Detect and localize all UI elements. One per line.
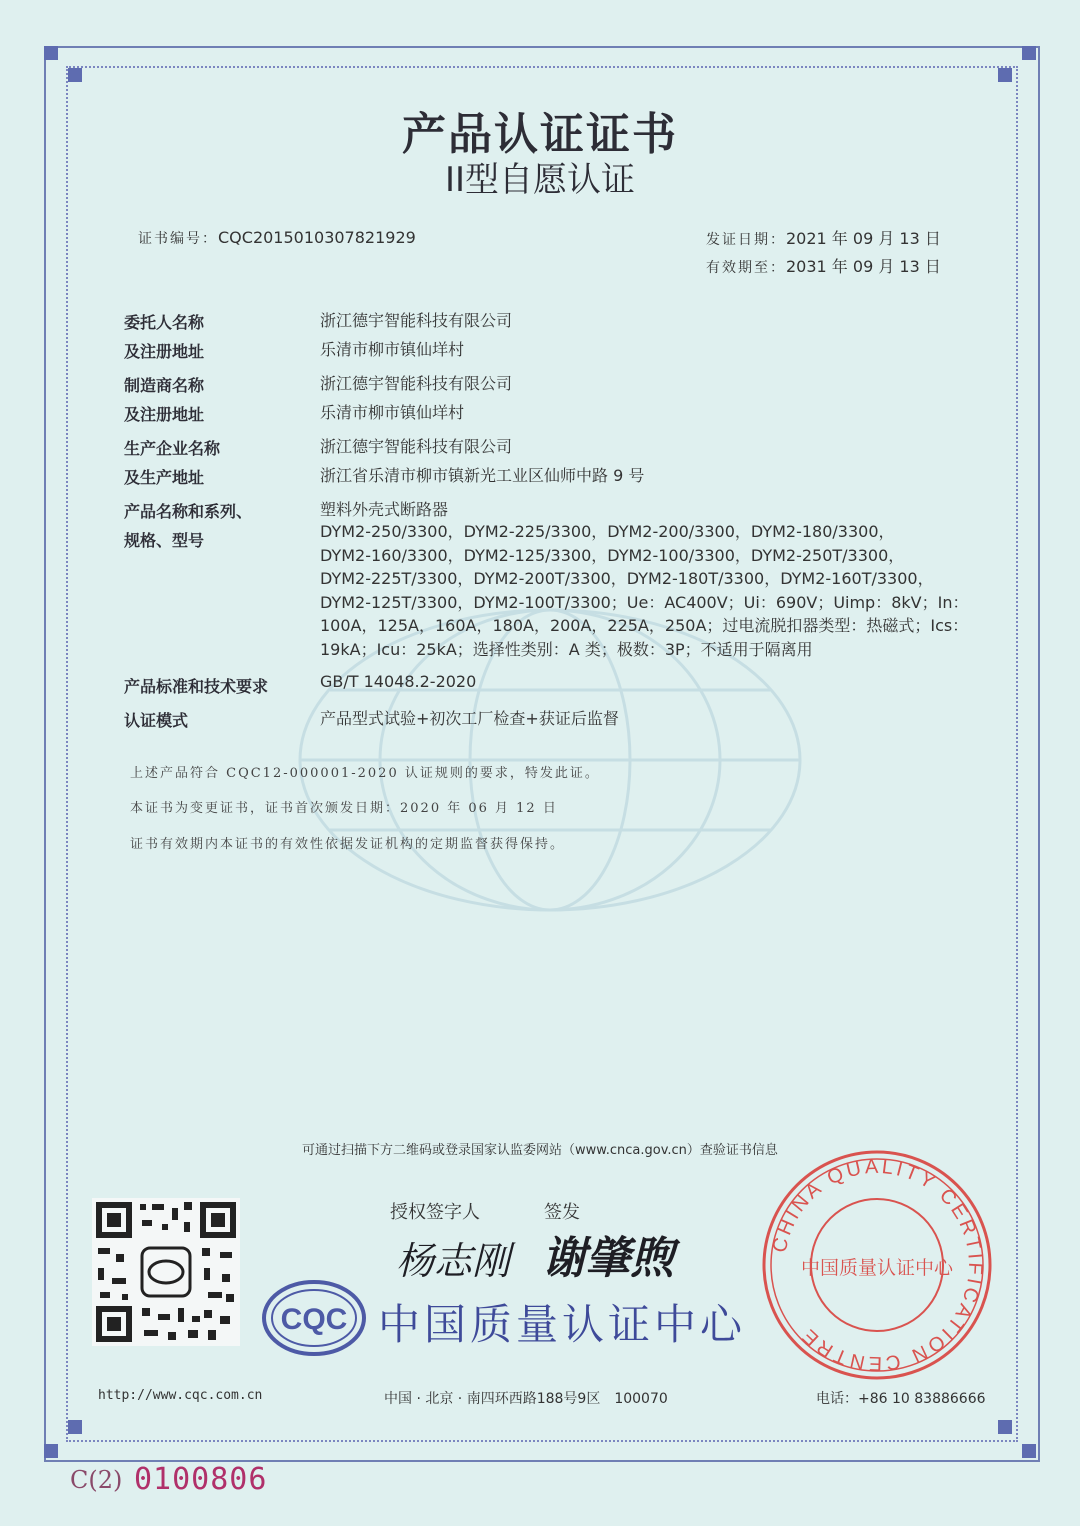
expiry-date-value: 2031 年 09 月 13 日 <box>786 257 941 276</box>
corner-square <box>44 46 58 60</box>
applicant-name-label: 委托人名称 <box>124 313 205 332</box>
issue-date-row <box>706 226 941 249</box>
manufacturer-address-label: 及注册地址 <box>124 405 205 424</box>
standard-label: 产品标准和技术要求 <box>124 677 269 696</box>
certification-mode-value: 产品型式试验+初次工厂检查+获证后监督 <box>320 709 619 728</box>
footer-website[interactable]: http://www.cqc.com.cn <box>98 1388 263 1403</box>
note-line: 本证书为变更证书，证书首次颁发日期：2020 年 06 月 12 日 <box>130 801 558 816</box>
verify-instructions: 可通过扫描下方二维码或登录国家认监委网站（www.cnca.gov.cn）查验证书信息 <box>302 1143 778 1158</box>
product-specifications: DYM2-250/3300，DYM2-225/3300，DYM2-200/3300，DYM2-180/3300， DYM2-160/3300，DYM2-125/3300，DYM2-100/3300，DYM2-250T/3300， DYM2-225T/3300，DYM2-200T/3300，DYM2-180T/3300，DYM2-160T/3300， DYM2-125T/3300，DYM2-100T/3300；Ue：AC400V；Ui：690V；Uimp：8kV；In： 100A，125A，160A，180A，200A，225A，250A；过电流脱扣器类型：热磁式；Ics： 19kA；Icu：25kA；选择性类别：A 类；极数：3P；不适用于隔离用 <box>320 522 969 659</box>
seal-outer-text: CHINA QUALITY CERTIFICATION CENTRE <box>768 1155 987 1375</box>
manufacturer-address-value: 乐清市柳市镇仙垟村 <box>320 403 465 422</box>
official-seal <box>760 1148 994 1382</box>
applicant-address-label: 及注册地址 <box>124 342 205 361</box>
cqc-logo-text: CQC <box>280 1303 348 1336</box>
product-label-line2: 规格、型号 <box>124 531 205 550</box>
corner-square <box>68 1420 82 1434</box>
factory-address-label: 及生产地址 <box>124 468 205 487</box>
factory-name-label: 生产企业名称 <box>124 439 221 458</box>
corner-square <box>44 1444 58 1458</box>
seal-inner-text: 中国质量认证中心 <box>800 1257 954 1279</box>
corner-square <box>998 1420 1012 1434</box>
signatory-signature: 杨志刚 <box>396 1239 511 1283</box>
standard-value: GB/T 14048.2-2020 <box>320 672 477 691</box>
issuer-signature: 谢肇煦 <box>542 1233 674 1284</box>
applicant-address-value: 乐清市柳市镇仙垟村 <box>320 340 465 359</box>
cert-number-value: CQC2015010307821929 <box>218 228 416 247</box>
qr-code[interactable] <box>92 1198 240 1346</box>
cqc-logo-icon <box>260 1278 368 1358</box>
serial-number: 0100806 <box>134 1462 268 1497</box>
applicant-name-value: 浙江德宇智能科技有限公司 <box>320 311 513 330</box>
cert-number-row <box>138 228 416 248</box>
corner-square <box>1022 1444 1036 1458</box>
manufacturer-name-value: 浙江德宇智能科技有限公司 <box>320 374 513 393</box>
issuer-label: 签发 <box>544 1202 580 1223</box>
footer-phone: 电话：+86 10 83886666 <box>816 1391 986 1407</box>
note-line: 证书有效期内本证书的有效性依据发证机构的定期监督获得保持。 <box>130 837 566 852</box>
note-line: 上述产品符合 CQC12-000001-2020 认证规则的要求，特发此证。 <box>130 766 600 781</box>
issue-date-label: 发证日期： <box>706 232 786 248</box>
footer-address: 中国 · 北京 · 南四环西路188号9区 100070 <box>384 1391 668 1407</box>
factory-name-value: 浙江德宇智能科技有限公司 <box>320 437 513 456</box>
manufacturer-name-label: 制造商名称 <box>124 376 205 395</box>
issue-date-value: 2021 年 09 月 13 日 <box>786 229 941 248</box>
corner-square <box>998 68 1012 82</box>
corner-square <box>68 68 82 82</box>
product-label-line1: 产品名称和系列、 <box>124 502 253 521</box>
product-name: 塑料外壳式断路器 <box>320 500 449 519</box>
expiry-date-label: 有效期至： <box>706 260 786 276</box>
organization-name: 中国质量认证中心 <box>378 1300 747 1349</box>
corner-square <box>1022 46 1036 60</box>
certification-mode-label: 认证模式 <box>124 711 189 730</box>
signatory-label: 授权签字人 <box>390 1202 480 1223</box>
cert-number-label: 证书编号： <box>138 231 218 247</box>
certificate-subtitle: II型自愿认证 <box>444 160 636 200</box>
serial-prefix: C(2) <box>70 1466 123 1494</box>
factory-address-value: 浙江省乐清市柳市镇新光工业区仙师中路 9 号 <box>320 466 645 485</box>
expiry-date-row <box>706 254 941 277</box>
certificate-title: 产品认证证书 <box>402 109 678 160</box>
